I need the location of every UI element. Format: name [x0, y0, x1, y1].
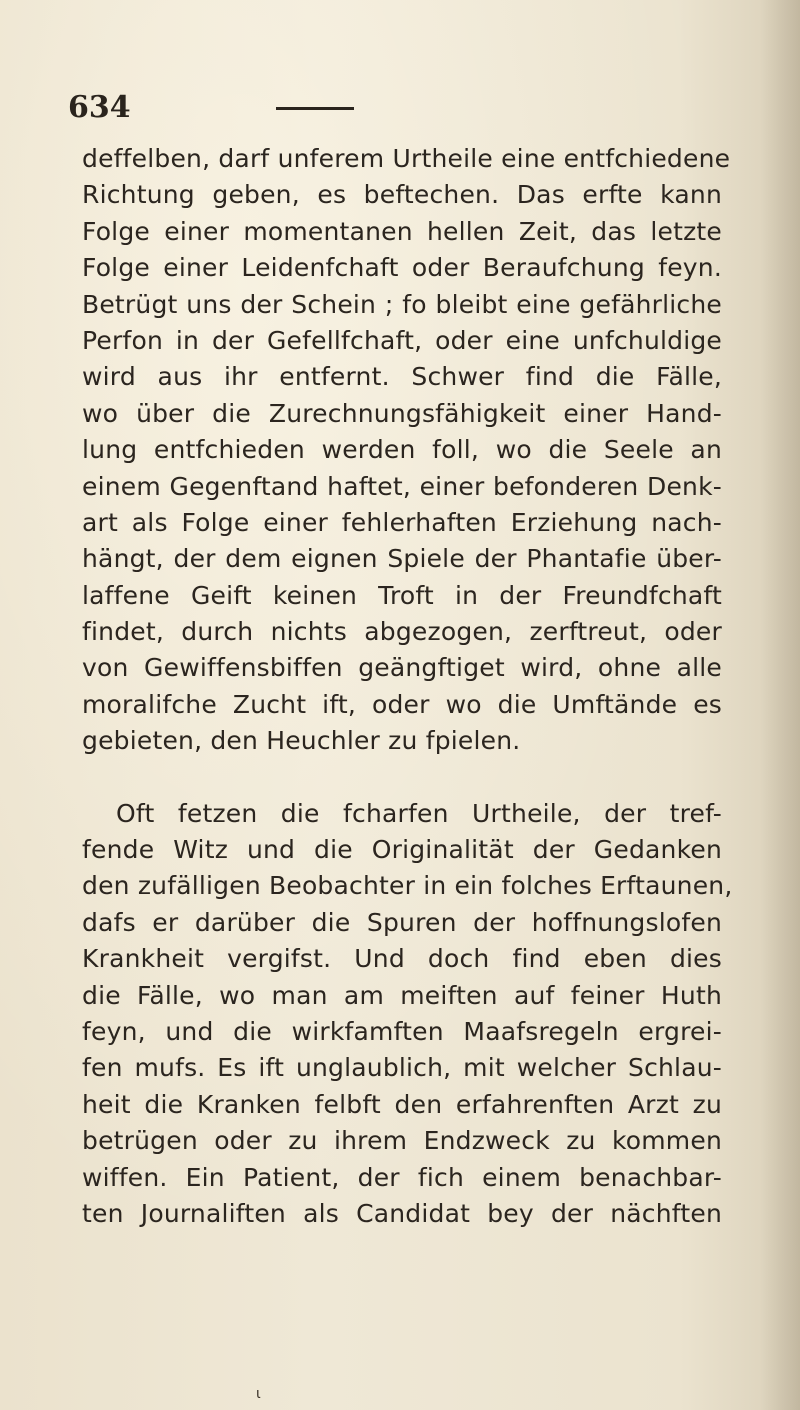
- text-line: einem Gegenftand haftet, einer befonderen Denk-: [82, 471, 722, 501]
- text-line: ten Journaliften als Candidat bey der nächften: [82, 1198, 722, 1228]
- paragraph-2: [82, 796, 733, 1233]
- text-line: deffelben, darf unferem Urtheile eine entfchiedene: [82, 144, 731, 173]
- page-header: [68, 88, 728, 128]
- text-line: Krankheit vergifst. Und doch find eben dies: [82, 944, 722, 974]
- text-line: feyn, und die wirkfamften Maafsregeln ergrei-: [82, 1016, 722, 1046]
- page-number: 634: [68, 90, 131, 125]
- text-line: laffene Geift keinen Troft in der Freundfchaft: [82, 580, 722, 610]
- text-line: betrügen oder zu ihrem Endzweck zu kommen: [82, 1126, 722, 1156]
- text-line: dafs er darüber die Spuren der hoffnungslofen: [82, 907, 722, 937]
- text-line: von Gewiffensbiffen geängftiget wird, ohne alle: [82, 653, 722, 683]
- text-line: art als Folge einer fehlerhaften Erziehung nach-: [82, 507, 722, 537]
- paragraph-1: [82, 141, 731, 760]
- text-line: Richtung geben, es beftechen. Das erfte kann: [82, 180, 722, 210]
- text-line: wo über die Zurechnungsfähigkeit einer Hand-: [82, 398, 722, 428]
- text-line: Perfon in der Gefellfchaft, oder eine unfchuldige: [82, 325, 722, 355]
- text-line: Betrügt uns der Schein ; fo bleibt eine gefährliche: [82, 289, 722, 319]
- signature-mark: ι: [256, 1386, 261, 1402]
- text-line: fen mufs. Es ift unglaublich, mit welcher Schlau-: [82, 1053, 722, 1083]
- header-rule: [276, 107, 354, 110]
- text-line: den zufälligen Beobachter in ein folches Erftaunen,: [82, 871, 733, 901]
- text-line: hängt, der dem eignen Spiele der Phantafie über-: [82, 544, 722, 574]
- text-line: Oft fetzen die fcharfen Urtheile, der tref-: [116, 798, 722, 828]
- text-line: fende Witz und die Originalität der Gedanken: [82, 835, 722, 865]
- text-line: gebieten, den Heuchler zu fpielen.: [82, 726, 521, 756]
- page-edge-shadow: [760, 0, 800, 1410]
- text-line: wird aus ihr entfernt. Schwer find die Fälle,: [82, 362, 722, 392]
- text-line: Folge einer momentanen hellen Zeit, das letzte: [82, 216, 722, 246]
- text-line: lung entfchieden werden foll, wo die Seele an: [82, 435, 722, 465]
- text-line: heit die Kranken felbft den erfahrenften Arzt zu: [82, 1089, 722, 1119]
- text-line: wiffen. Ein Patient, der fich einem benachbar-: [82, 1162, 722, 1192]
- text-line: moralifche Zucht ift, oder wo die Umftände es: [82, 689, 722, 719]
- text-line: findet, durch nichts abgezogen, zerftreut, oder: [82, 617, 722, 647]
- text-line: die Fälle, wo man am meiften auf feiner Huth: [82, 980, 722, 1010]
- text-line: Folge einer Leidenfchaft oder Beraufchung feyn.: [82, 253, 722, 283]
- paragraph-gap: [82, 760, 722, 796]
- body-text: [82, 141, 733, 1232]
